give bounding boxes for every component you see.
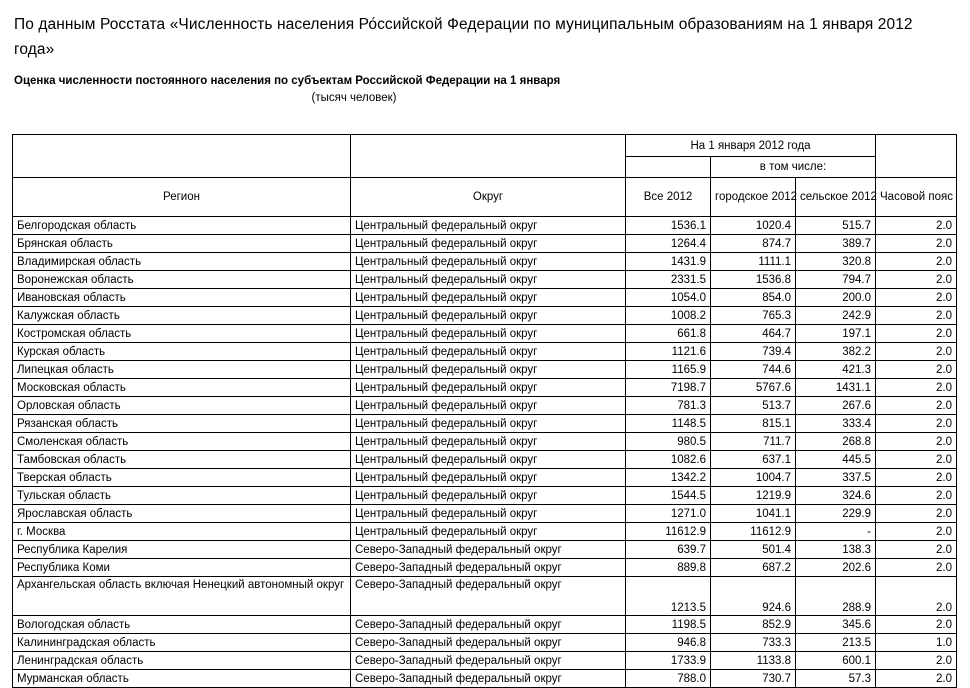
cell-urban: 730.7 <box>711 670 796 688</box>
cell-timezone: 2.0 <box>876 451 957 469</box>
table-row[interactable] <box>13 253 957 271</box>
cell-timezone: 2.0 <box>876 235 957 253</box>
cell-urban: 1004.7 <box>711 469 796 487</box>
cell-urban: 1133.8 <box>711 652 796 670</box>
cell-timezone: 2.0 <box>876 289 957 307</box>
cell-okrug: Центральный федеральный округ <box>351 469 626 487</box>
cell-urban: 1111.1 <box>711 253 796 271</box>
header-subgroup-including: в том числе: <box>711 157 876 178</box>
cell-okrug: Северо-Западный федеральный округ <box>351 559 626 577</box>
cell-okrug: Центральный федеральный округ <box>351 289 626 307</box>
cell-timezone: 2.0 <box>876 325 957 343</box>
cell-region: Смоленская область <box>13 433 351 451</box>
cell-timezone: 2.0 <box>876 253 957 271</box>
cell-all: 661.8 <box>626 325 711 343</box>
cell-timezone: 1.0 <box>876 634 957 652</box>
cell-region: Тульская область <box>13 487 351 505</box>
cell-urban: 852.9 <box>711 616 796 634</box>
cell-okrug: Центральный федеральный округ <box>351 451 626 469</box>
cell-okrug: Центральный федеральный округ <box>351 325 626 343</box>
cell-rural: 200.0 <box>796 289 876 307</box>
cell-region: Липецкая область <box>13 361 351 379</box>
table-row[interactable] <box>13 469 957 487</box>
cell-urban: 874.7 <box>711 235 796 253</box>
cell-timezone: 2.0 <box>876 343 957 361</box>
cell-rural: 333.4 <box>796 415 876 433</box>
cell-timezone: 2.0 <box>876 577 957 616</box>
cell-region: Рязанская область <box>13 415 351 433</box>
cell-all: 1544.5 <box>626 487 711 505</box>
header-row-columns <box>13 178 957 217</box>
cell-okrug: Центральный федеральный округ <box>351 343 626 361</box>
cell-region: Вологодская область <box>13 616 351 634</box>
cell-urban: 1020.4 <box>711 217 796 235</box>
cell-region: Республика Карелия <box>13 541 351 559</box>
cell-all: 781.3 <box>626 397 711 415</box>
column-header-region[interactable]: Регион <box>13 178 351 217</box>
cell-okrug: Северо-Западный федеральный округ <box>351 616 626 634</box>
cell-rural: 445.5 <box>796 451 876 469</box>
table-row[interactable] <box>13 559 957 577</box>
cell-rural: 229.9 <box>796 505 876 523</box>
cell-all: 946.8 <box>626 634 711 652</box>
cell-rural: 320.8 <box>796 253 876 271</box>
cell-region: г. Москва <box>13 523 351 541</box>
cell-urban: 5767.6 <box>711 379 796 397</box>
cell-timezone: 2.0 <box>876 541 957 559</box>
cell-okrug: Центральный федеральный округ <box>351 505 626 523</box>
cell-region: Белгородская область <box>13 217 351 235</box>
cell-all: 1054.0 <box>626 289 711 307</box>
cell-rural: - <box>796 523 876 541</box>
table-row[interactable] <box>13 451 957 469</box>
cell-rural: 345.6 <box>796 616 876 634</box>
cell-region: Ивановская область <box>13 289 351 307</box>
cell-timezone: 2.0 <box>876 670 957 688</box>
cell-all: 1264.4 <box>626 235 711 253</box>
column-header-rural[interactable]: сельское 2012 <box>796 178 876 217</box>
cell-all: 1198.5 <box>626 616 711 634</box>
cell-timezone: 2.0 <box>876 361 957 379</box>
cell-region: Калужская область <box>13 307 351 325</box>
table-row[interactable] <box>13 343 957 361</box>
cell-all: 1271.0 <box>626 505 711 523</box>
cell-okrug: Центральный федеральный округ <box>351 235 626 253</box>
header-blank-region-2 <box>13 157 351 178</box>
cell-all: 1733.9 <box>626 652 711 670</box>
cell-timezone: 2.0 <box>876 397 957 415</box>
cell-region: Курская область <box>13 343 351 361</box>
cell-region: Костромская область <box>13 325 351 343</box>
cell-rural: 324.6 <box>796 487 876 505</box>
cell-urban: 501.4 <box>711 541 796 559</box>
cell-all: 1165.9 <box>626 361 711 379</box>
cell-okrug: Центральный федеральный округ <box>351 271 626 289</box>
table-row[interactable] <box>13 379 957 397</box>
cell-timezone: 2.0 <box>876 523 957 541</box>
table-row[interactable] <box>13 307 957 325</box>
cell-okrug: Центральный федеральный округ <box>351 217 626 235</box>
cell-all: 788.0 <box>626 670 711 688</box>
cell-timezone: 2.0 <box>876 469 957 487</box>
cell-urban: 744.6 <box>711 361 796 379</box>
cell-okrug: Северо-Западный федеральный округ <box>351 577 626 616</box>
cell-urban: 739.4 <box>711 343 796 361</box>
table-row[interactable] <box>13 541 957 559</box>
cell-rural: 382.2 <box>796 343 876 361</box>
cell-okrug: Северо-Западный федеральный округ <box>351 634 626 652</box>
cell-urban: 11612.9 <box>711 523 796 541</box>
cell-all: 7198.7 <box>626 379 711 397</box>
cell-okrug: Центральный федеральный округ <box>351 523 626 541</box>
cell-region: Владимирская область <box>13 253 351 271</box>
table-row[interactable] <box>13 652 957 670</box>
cell-timezone: 2.0 <box>876 217 957 235</box>
cell-region: Республика Коми <box>13 559 351 577</box>
cell-okrug: Центральный федеральный округ <box>351 487 626 505</box>
table-row[interactable] <box>13 433 957 451</box>
cell-region: Тверская область <box>13 469 351 487</box>
cell-urban: 711.7 <box>711 433 796 451</box>
cell-okrug: Центральный федеральный округ <box>351 361 626 379</box>
cell-region: Архангельская область включая Ненецкий автономный округ <box>13 577 351 616</box>
cell-all: 1008.2 <box>626 307 711 325</box>
cell-all: 1342.2 <box>626 469 711 487</box>
cell-urban: 1536.8 <box>711 271 796 289</box>
cell-timezone: 2.0 <box>876 271 957 289</box>
cell-rural: 213.5 <box>796 634 876 652</box>
cell-rural: 202.6 <box>796 559 876 577</box>
table-row[interactable] <box>13 289 957 307</box>
cell-all: 2331.5 <box>626 271 711 289</box>
cell-timezone: 2.0 <box>876 505 957 523</box>
table-row[interactable] <box>13 505 957 523</box>
cell-all: 639.7 <box>626 541 711 559</box>
cell-okrug: Северо-Западный федеральный округ <box>351 541 626 559</box>
cell-all: 889.8 <box>626 559 711 577</box>
cell-okrug: Северо-Западный федеральный округ <box>351 670 626 688</box>
header-blank-timezone-2 <box>876 157 957 178</box>
cell-all: 1121.6 <box>626 343 711 361</box>
cell-timezone: 2.0 <box>876 616 957 634</box>
cell-all: 1213.5 <box>626 577 711 616</box>
table-row[interactable] <box>13 271 957 289</box>
cell-urban: 464.7 <box>711 325 796 343</box>
cell-okrug: Северо-Западный федеральный округ <box>351 652 626 670</box>
cell-region: Ленинградская область <box>13 652 351 670</box>
cell-rural: 268.8 <box>796 433 876 451</box>
table-row[interactable] <box>13 523 957 541</box>
table-row[interactable] <box>13 577 957 616</box>
table-row[interactable] <box>13 397 957 415</box>
cell-okrug: Центральный федеральный округ <box>351 379 626 397</box>
population-table <box>12 134 957 688</box>
table-row[interactable] <box>13 217 957 235</box>
cell-rural: 57.3 <box>796 670 876 688</box>
cell-timezone: 2.0 <box>876 487 957 505</box>
cell-rural: 337.5 <box>796 469 876 487</box>
cell-region: Калининградская область <box>13 634 351 652</box>
cell-rural: 138.3 <box>796 541 876 559</box>
cell-region: Брянская область <box>13 235 351 253</box>
title-block <box>0 0 970 105</box>
column-header-timezone[interactable]: Часовой пояс <box>876 178 957 217</box>
cell-all: 1431.9 <box>626 253 711 271</box>
population-table-wrapper <box>12 134 956 688</box>
subtitle: Оценка численности постоянного населения по субъектам Российской Федерации на 1 января <box>14 75 561 87</box>
cell-rural: 197.1 <box>796 325 876 343</box>
cell-rural: 288.9 <box>796 577 876 616</box>
table-row[interactable] <box>13 325 957 343</box>
table-header <box>13 135 957 217</box>
table-row[interactable] <box>13 634 957 652</box>
cell-timezone: 2.0 <box>876 307 957 325</box>
cell-okrug: Центральный федеральный округ <box>351 307 626 325</box>
cell-all: 1536.1 <box>626 217 711 235</box>
cell-rural: 794.7 <box>796 271 876 289</box>
cell-rural: 389.7 <box>796 235 876 253</box>
cell-urban: 733.3 <box>711 634 796 652</box>
cell-urban: 815.1 <box>711 415 796 433</box>
cell-okrug: Центральный федеральный округ <box>351 397 626 415</box>
table-row[interactable] <box>13 415 957 433</box>
cell-all: 11612.9 <box>626 523 711 541</box>
cell-all: 1148.5 <box>626 415 711 433</box>
column-header-urban[interactable]: городское 2012 <box>711 178 796 217</box>
cell-timezone: 2.0 <box>876 415 957 433</box>
table-body <box>13 217 957 688</box>
cell-all: 980.5 <box>626 433 711 451</box>
cell-okrug: Центральный федеральный округ <box>351 433 626 451</box>
cell-rural: 515.7 <box>796 217 876 235</box>
cell-urban: 1041.1 <box>711 505 796 523</box>
cell-timezone: 2.0 <box>876 559 957 577</box>
cell-region: Тамбовская область <box>13 451 351 469</box>
cell-region: Орловская область <box>13 397 351 415</box>
units-label: (тысяч человек) <box>311 92 397 104</box>
table-row[interactable] <box>13 235 957 253</box>
cell-region: Мурманская область <box>13 670 351 688</box>
cell-rural: 600.1 <box>796 652 876 670</box>
cell-urban: 637.1 <box>711 451 796 469</box>
cell-rural: 421.3 <box>796 361 876 379</box>
cell-timezone: 2.0 <box>876 652 957 670</box>
cell-timezone: 2.0 <box>876 379 957 397</box>
page-title: По данным Росстата «Численность населения Ро́ссийской Федерации по муниципальным образованиям на 1 января 2012 года» <box>14 16 913 58</box>
cell-region: Московская область <box>13 379 351 397</box>
cell-rural: 242.9 <box>796 307 876 325</box>
cell-okrug: Центральный федеральный округ <box>351 253 626 271</box>
header-group-date: На 1 января 2012 года <box>626 135 876 157</box>
cell-urban: 1219.9 <box>711 487 796 505</box>
cell-all: 1082.6 <box>626 451 711 469</box>
header-row-subgroup <box>13 157 957 178</box>
table-row[interactable] <box>13 361 957 379</box>
header-blank-region <box>13 135 351 157</box>
cell-okrug: Центральный федеральный округ <box>351 415 626 433</box>
cell-urban: 765.3 <box>711 307 796 325</box>
header-blank-okrug-2 <box>351 157 626 178</box>
cell-urban: 687.2 <box>711 559 796 577</box>
cell-rural: 1431.1 <box>796 379 876 397</box>
header-blank-all <box>626 157 711 178</box>
cell-region: Воронежская область <box>13 271 351 289</box>
header-blank-okrug <box>351 135 626 157</box>
header-row-group <box>13 135 957 157</box>
table-row[interactable] <box>13 670 957 688</box>
column-header-all[interactable]: Все 2012 <box>626 178 711 217</box>
cell-urban: 924.6 <box>711 577 796 616</box>
column-header-okrug[interactable]: Округ <box>351 178 626 217</box>
cell-urban: 854.0 <box>711 289 796 307</box>
cell-urban: 513.7 <box>711 397 796 415</box>
table-row[interactable] <box>13 487 957 505</box>
cell-region: Ярославская область <box>13 505 351 523</box>
cell-timezone: 2.0 <box>876 433 957 451</box>
header-blank-timezone <box>876 135 957 157</box>
cell-rural: 267.6 <box>796 397 876 415</box>
table-row[interactable] <box>13 616 957 634</box>
